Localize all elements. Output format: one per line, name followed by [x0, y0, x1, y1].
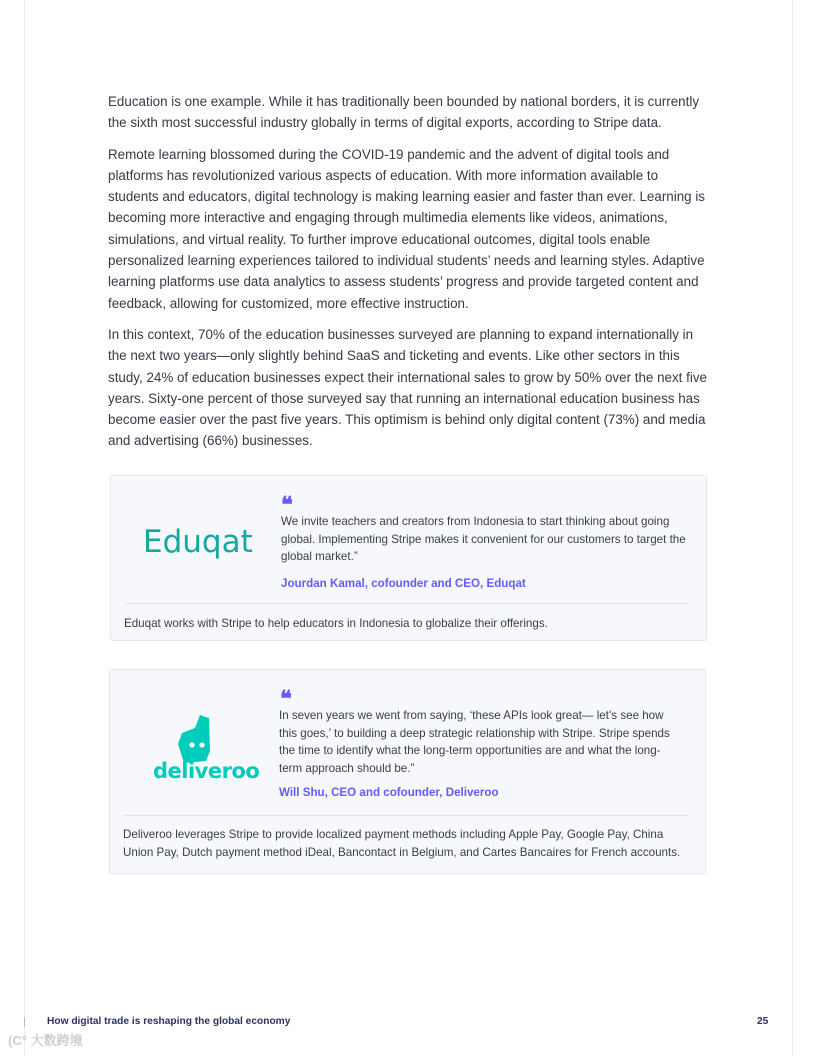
deliveroo-kangaroo-icon: [176, 715, 220, 763]
page-number: 25: [757, 1016, 769, 1027]
testimonial-card-eduqat: [110, 475, 707, 641]
deliveroo-logo: deliveroo: [153, 759, 260, 783]
eduqat-logo: Eduqat: [143, 524, 253, 560]
page-edge-left: [24, 0, 25, 1056]
watermark-logo: (C° 大数跨境: [8, 1033, 83, 1048]
card-divider: [124, 815, 689, 816]
quote-icon: ❝: [280, 686, 289, 712]
quote-author: Will Shu, CEO and cofounder, Deliveroo: [279, 786, 499, 799]
footer-title: How digital trade is reshaping the global economy: [47, 1016, 291, 1027]
testimonial-card-deliveroo: [109, 669, 706, 874]
card-caption: Eduqat works with Stripe to help educators in Indonesia to globalize their offerings.: [124, 617, 548, 630]
quote-text: We invite teachers and creators from Indonesia to start thinking about going global. Implementing Stripe makes it convenient for our customers to target the global market.”: [281, 515, 686, 563]
quote-icon: ❝: [281, 492, 290, 518]
paragraph-2: Remote learning blossomed during the COVID-19 pandemic and the advent of digital tools and platforms has revolutionized various aspects of education. With more information available to students and educators, digital technology is making learning easier and faster than ever. Learning is becoming more interactive and engaging through multimedia elements like videos, animations, simulations, and virtual reality. To further improve educational outcomes, digital tools enable personalized learning experiences tailored to individual students’ needs and learning styles. Adaptive learning platforms use data analytics to assess students’ progress and provide targeted content and feedback, allowing for customized, more effective instruction.: [108, 146, 705, 311]
card-divider: [125, 603, 690, 604]
quote-author: Jourdan Kamal, cofounder and CEO, Eduqat: [281, 577, 526, 590]
card-caption: Deliveroo leverages Stripe to provide localized payment methods including Apple Pay, Google Pay, China Union Pay, Dutch payment method iDeal, Bancontact in Belgium, and Cartes Bancaires for French accounts.: [123, 828, 681, 859]
quote-text: In seven years we went from saying, ‘these APIs look great— let’s see how this goes,’ to building a deep strategic relationship with Stripe. Stripe spends the time to identify what the long-term opportunities are and what the long-term approach should be.”: [279, 709, 670, 775]
page-edge-right: [792, 0, 793, 1056]
paragraph-3: In this context, 70% of the education businesses surveyed are planning to expand internationally in the next two years—only slightly behind SaaS and ticketing and events. Like other sectors in this study, 24% of education businesses expect their international sales to grow by 50% over the next five years. Sixty-one percent of those surveyed say that running an international education business has become easier over the past five years. This optimism is behind only digital content (73%) and media and advertising (66%) businesses.: [108, 326, 707, 449]
footer-tick: [24, 1017, 25, 1027]
body-text: [108, 91, 708, 462]
paragraph-1: Education is one example. While it has traditionally been bounded by national borders, it is currently the sixth most successful industry globally in terms of digital exports, according to Stripe data.: [108, 94, 700, 131]
